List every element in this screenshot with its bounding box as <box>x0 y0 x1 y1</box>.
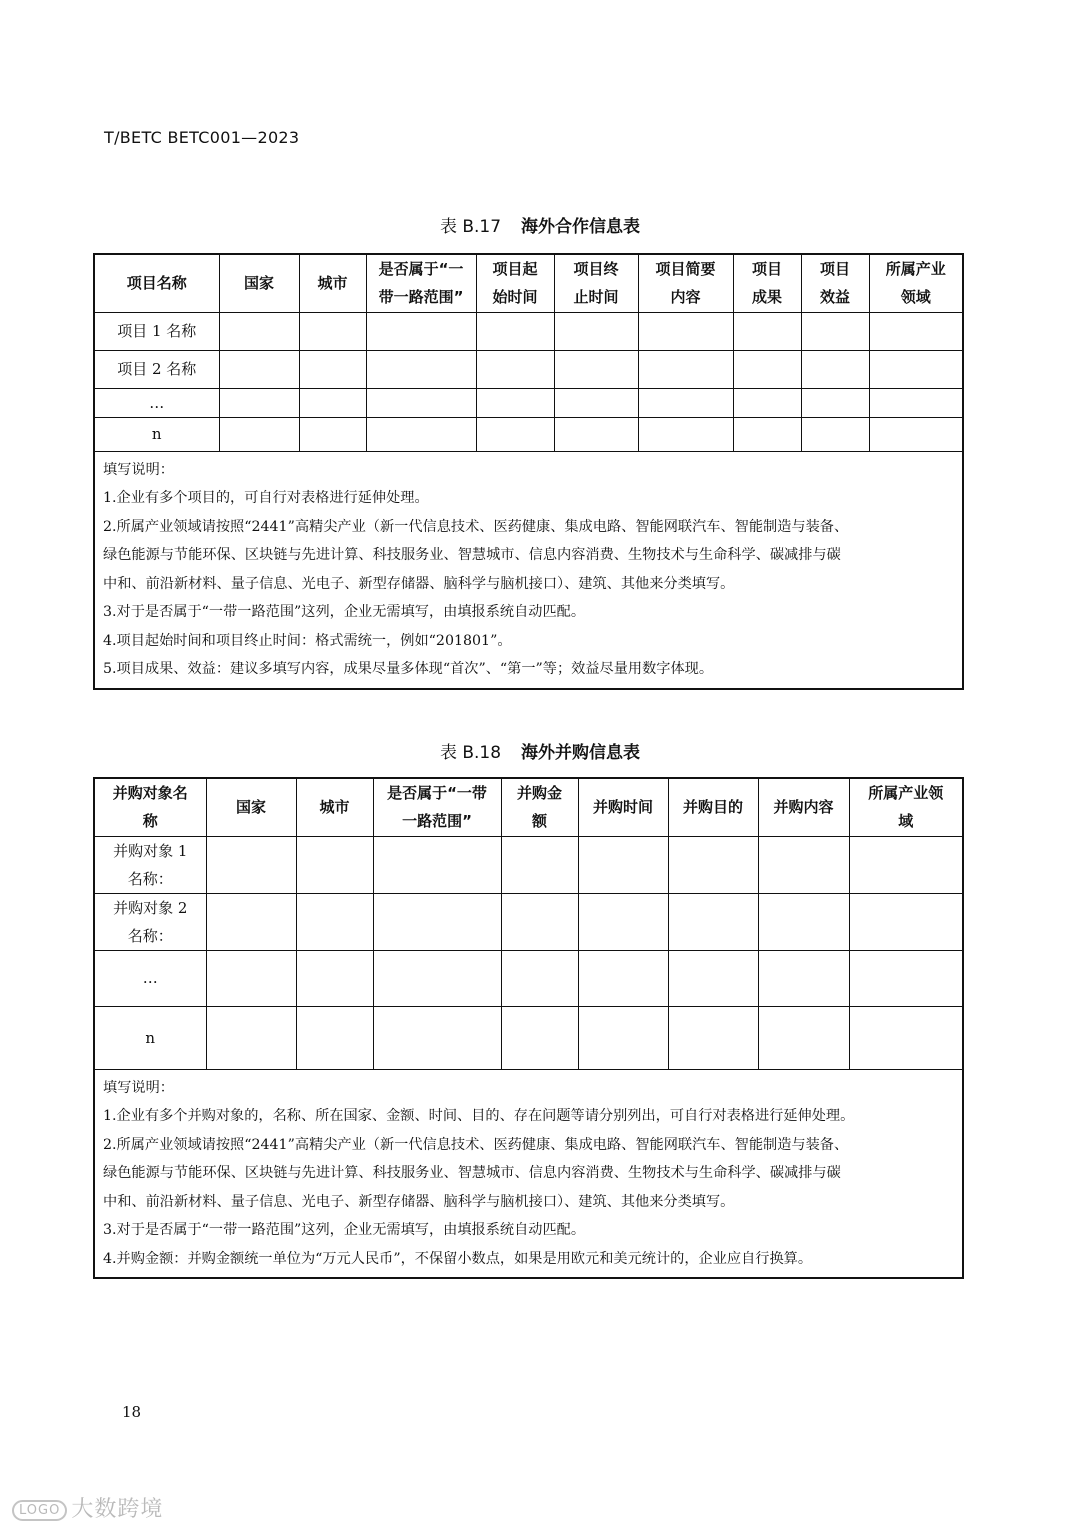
row-label: 项目 1 名称 <box>94 312 219 350</box>
note-line: 中和、前沿新材料、量子信息、光电子、新型存储器、脑科学与脑机接口）、建筑、其他来分类填写。 <box>103 1193 735 1210</box>
t18-header-cell: 并购目的 <box>668 778 758 836</box>
note-line: 绿色能源与节能环保、区块链与先进计算、科技服务业、智慧城市、信息内容消费、生物技术与生命科学、碳减排与碳 <box>103 547 841 563</box>
watermark <box>12 1492 163 1523</box>
t17-header-cell: 是否属于“一 带一路范围” <box>366 254 476 312</box>
table-17-notes <box>94 451 963 689</box>
t17-header-cell: 城市 <box>299 254 366 312</box>
t17-header-cell: 项目名称 <box>94 254 219 312</box>
note-line: 4.并购金额：并购金额统一单位为“万元人民币”，不保留小数点，如果是用欧元和美元统计的，企业应自行换算。 <box>103 1250 813 1267</box>
note-line: 2.所属产业领域请按照“2441”高精尖产业（新一代信息技术、医药健康、集成电路、智能网联汽车、智能制造与装备、 <box>103 518 849 535</box>
note-line: 1.企业有多个项目的，可自行对表格进行延伸处理。 <box>103 490 429 506</box>
row-label: n <box>94 1006 206 1069</box>
note-line: 2.所属产业领域请按照“2441”高精尖产业（新一代信息技术、医药健康、集成电路、智能网联汽车、智能制造与装备、 <box>103 1136 849 1153</box>
row-label: 并购对象 1 名称： <box>94 836 206 893</box>
t17-header-cell: 项目简要 内容 <box>638 254 733 312</box>
note-line: 4.项目起始时间和项目终止时间：格式需统一，例如“201801”。 <box>103 632 512 649</box>
table-row <box>94 1006 963 1069</box>
t17-header-cell: 项目 效益 <box>801 254 869 312</box>
table-17-caption <box>0 212 1080 237</box>
table-17-caption-title: 海外合作信息表 <box>521 217 641 237</box>
watermark-text: 大数跨境 <box>71 1497 164 1522</box>
table-row <box>94 312 963 350</box>
t18-header-cell: 并购内容 <box>758 778 849 836</box>
note-line: 中和、前沿新材料、量子信息、光电子、新型存储器、脑科学与脑机接口）、建筑、其他来分类填写。 <box>103 575 735 592</box>
table-18-notes <box>94 1069 963 1278</box>
t18-header-cell: 国家 <box>206 778 296 836</box>
table-17-header-row <box>94 254 963 312</box>
table-row <box>94 836 963 893</box>
t18-header-cell: 所属产业领 域 <box>849 778 963 836</box>
table-row <box>94 893 963 950</box>
note-line: 3.对于是否属于“一带一路范围”这列，企业无需填写，由填报系统自动匹配。 <box>103 1222 586 1238</box>
t17-header-cell: 项目 成果 <box>733 254 801 312</box>
row-label: n <box>94 417 219 451</box>
table-row <box>94 417 963 451</box>
table-18-caption-title: 海外并购信息表 <box>521 743 641 763</box>
t17-header-cell: 所属产业 领域 <box>869 254 963 312</box>
t18-header-cell: 并购金 额 <box>501 778 578 836</box>
row-label: 项目 2 名称 <box>94 350 219 388</box>
table-17-caption-number: 表 B.17 <box>439 217 502 237</box>
page-number: 18 <box>122 1403 142 1421</box>
table-18-header-row <box>94 778 963 836</box>
table-18-notes-row <box>94 1069 963 1278</box>
t17-header-cell: 项目终 止时间 <box>554 254 638 312</box>
t18-header-cell: 并购对象名 称 <box>94 778 206 836</box>
note-line: 1.企业有多个并购对象的，名称、所在国家、金额、时间、目的、存在问题等请分别列出，可自行对表格进行延伸处理。 <box>103 1108 855 1124</box>
row-label: … <box>94 950 206 1006</box>
note-line: 填写说明： <box>103 1079 174 1096</box>
note-line: 3.对于是否属于“一带一路范围”这列，企业无需填写，由填报系统自动匹配。 <box>103 604 586 620</box>
row-label: 并购对象 2 名称： <box>94 893 206 950</box>
table-17-notes-row <box>94 451 963 689</box>
row-label: … <box>94 388 219 417</box>
t18-header-cell: 并购时间 <box>578 778 668 836</box>
table-17-overseas-cooperation <box>93 253 964 690</box>
table-18-overseas-mergers <box>93 777 964 1279</box>
watermark-logo-icon: LOGO <box>12 1500 67 1521</box>
note-line: 绿色能源与节能环保、区块链与先进计算、科技服务业、智慧城市、信息内容消费、生物技术与生命科学、碳减排与碳 <box>103 1165 841 1181</box>
table-row <box>94 950 963 1006</box>
table-18-caption-number: 表 B.18 <box>439 743 502 763</box>
t18-header-cell: 是否属于“一带 一路范围” <box>373 778 501 836</box>
note-line: 5.项目成果、效益：建议多填写内容，成果尽量多体现“首次”、“第一”等；效益尽量用数字体现。 <box>103 661 714 677</box>
t18-header-cell: 城市 <box>296 778 373 836</box>
note-line: 填写说明： <box>103 461 174 478</box>
document-code: T/BETC BETC001—2023 <box>104 128 300 147</box>
table-row <box>94 350 963 388</box>
table-row <box>94 388 963 417</box>
table-18-caption <box>0 738 1080 763</box>
t17-header-cell: 国家 <box>219 254 299 312</box>
t17-header-cell: 项目起 始时间 <box>476 254 554 312</box>
